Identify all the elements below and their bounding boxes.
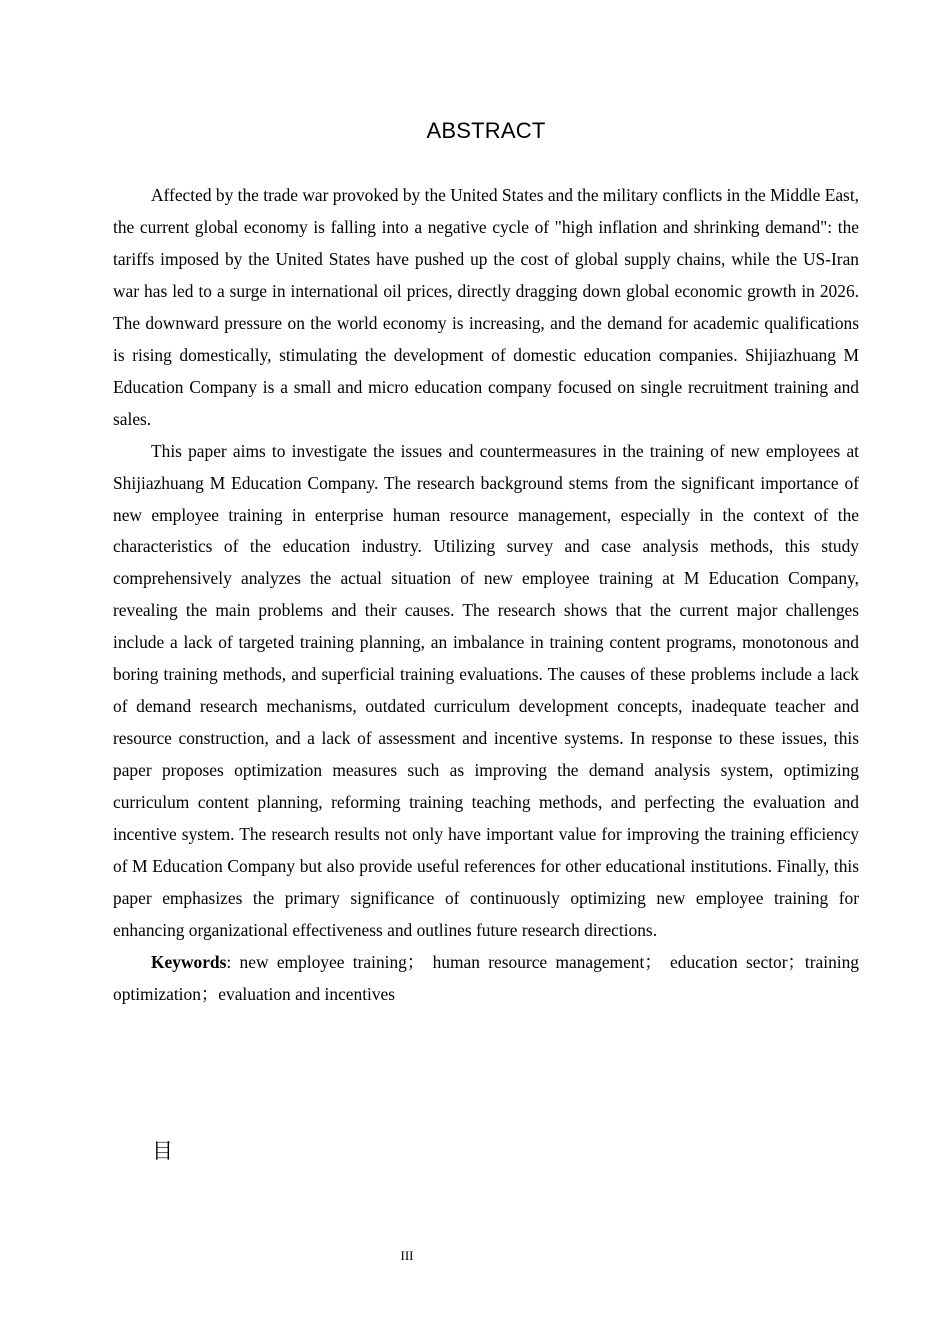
keywords-text: new employee training； human resource management； education sector；training optimization；evaluation and incentives [113,951,859,1004]
keywords-separator: : [226,951,240,972]
page-number: III [400,1248,414,1263]
abstract-title: ABSTRACT [426,118,546,143]
abstract-body [113,180,859,1011]
keywords-label: Keywords [151,951,227,972]
abstract-paragraph-1: Affected by the trade war provoked by the United States and the military conflicts in the Middle East, the current global economy is falling into a negative cycle of "high inflation and shrinking demand": the tariffs imposed by the United States have pushed up the cost of global supply chains, while the US-Iran war has led to a surge in international oil prices, directly dragging down global economic growth in 2026. The downward pressure on the world economy is increasing, and the demand for academic qualifications is rising domestically, stimulating the development of domestic education companies. Shijiazhuang M Education Company is a small and micro education company focused on single recruitment training and sales. [113,185,859,429]
abstract-paragraph-2: This paper aims to investigate the issues and countermeasures in the training of new employees at Shijiazhuang M Education Company. The research background stems from the significant importance of new employee training in enterprise human resource management, especially in the context of the characteristics of the education industry. Utilizing survey and case analysis methods, this study comprehensively analyzes the actual situation of new employee training at M Education Company, revealing the main problems and their causes. The research shows that the current major challenges include a lack of targeted training planning, an imbalance in training content programs, monotonous and boring training methods, and superficial training evaluations. The causes of these problems include a lack of demand research mechanisms, outdated curriculum development concepts, inadequate teacher and resource construction, and a lack of assessment and incentive systems. In response to these issues, this paper proposes optimization measures such as improving the demand analysis system, optimizing curriculum content planning, reforming training teaching methods, and perfecting the evaluation and incentive system. The research results not only have important value for improving the training efficiency of M Education Company but also provide useful references for other educational institutions. Finally, this paper emphasizes the primary significance of continuously optimizing new employee training for enhancing organizational effectiveness and outlines future research directions. [113,440,859,940]
table-of-contents-heading: 目 [152,1139,173,1163]
keywords-line [113,947,859,1011]
